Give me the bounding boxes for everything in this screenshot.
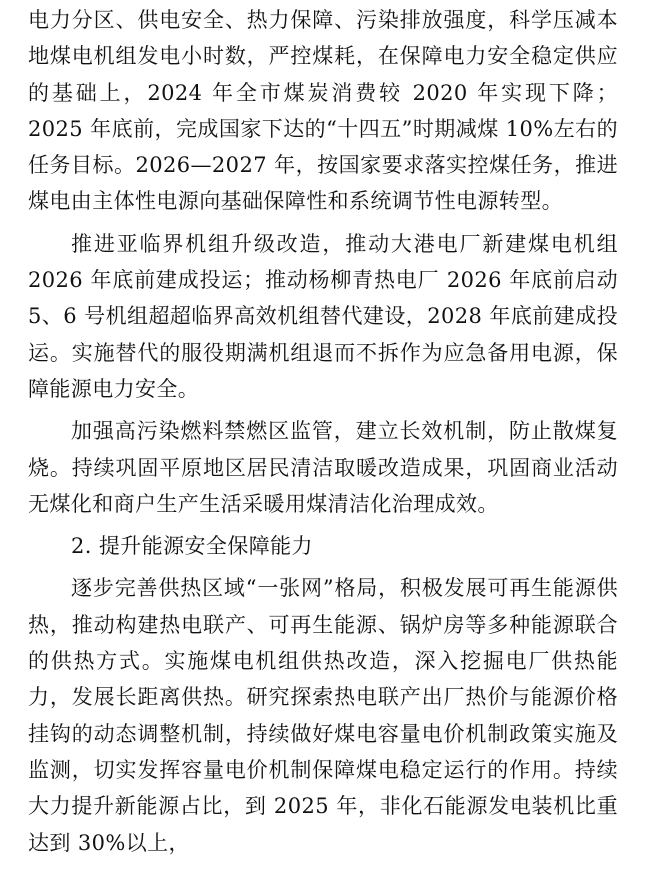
paragraph-loose-coal: 加强高污染燃料禁燃区监管，建立长效机制，防止散煤复烧。持续巩固平原地区居民清洁取暖改造成果，巩固商业活动无煤化和商户生产生活采暖用煤清洁化治理成效。 [28,419,618,516]
document-page [28,2,618,861]
paragraph-unit-upgrade: 推进亚临界机组升级改造，推动大港电厂新建煤电机组 2026 年底前建成投运；推动杨柳青热电厂 2026 年底前启动 5、6 号机组超超临界高效机组替代建设，2028 年底前建成投运。实施替代的服役期满机组退而不拆作为应急备用电源，保障能源电力安全。 [28,231,618,401]
paragraph-heating-network: 逐步完善供热区域“一张网”格局，积极发展可再生能源供热，推动构建热电联产、可再生能源、锅炉房等多种能源联合的供热方式。实施煤电机组供热改造，深入挖掘电厂供热能力，发展长距离供热。研究探索热电联产出厂热价与能源价格挂钩的动态调整机制，持续做好煤电容量电价机制政策实施及监测，切实发挥容量电价机制保障煤电稳定运行的作用。持续大力提升新能源占比，到 2025 年，非化石能源发电装机比重达到 30%以上， [28,576,618,855]
section-heading: 2. 提升能源安全保障能力 [71,534,313,559]
paragraph-coal-control: 电力分区、供电安全、热力保障、污染排放强度，科学压减本地煤电机组发电小时数，严控煤耗，在保障电力安全稳定供应的基础上，2024 年全市煤炭消费较 2020 年实现下降；2025 年底前，完成国家下达的“十四五”时期减煤 10%左右的任务目标。2026—2027 年，按国家要求落实控煤任务，推进煤电由主体性电源向基础保障性和系统调节性电源转型。 [28,8,618,214]
